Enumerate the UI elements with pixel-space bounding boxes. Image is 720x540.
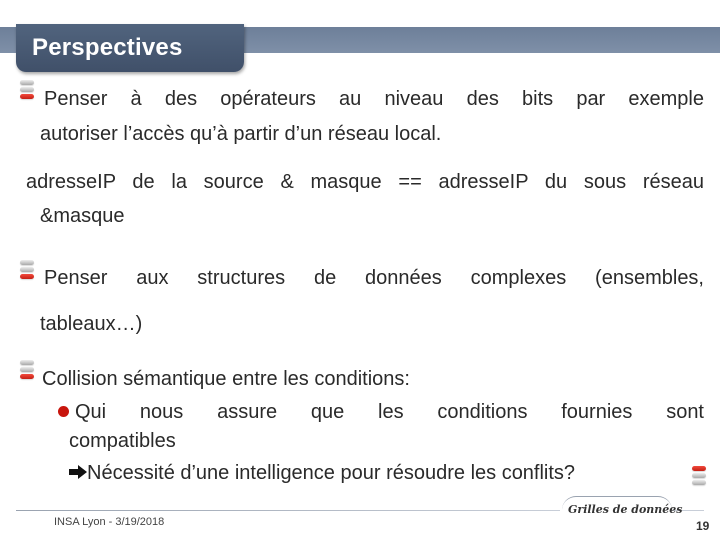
stacked-bar-bullet-icon	[20, 360, 34, 388]
bullet-3-line-2: tableaux…)	[40, 313, 143, 335]
sub-bullet-line-2: compatibles	[69, 430, 176, 452]
footer-logo: Grilles de données	[568, 503, 683, 516]
bullet-2-line-2: &masque	[40, 205, 125, 227]
footer-date: INSA Lyon - 3/19/2018	[54, 516, 165, 528]
bullet-1-line-1: Penser à des opérateurs au niveau des bits par exemple	[44, 88, 704, 110]
page-number: 19	[696, 519, 710, 533]
bullet-2-line-1: adresseIP de la source & masque == adresseIP du sous réseau	[26, 171, 704, 193]
footer-divider	[16, 510, 560, 511]
right-arrow-icon	[68, 464, 88, 480]
arrow-line-text: Nécessité d’une intelligence pour résoudre les conflits?	[87, 462, 576, 484]
bullet-3-line-1: Penser aux structures de données complexes (ensembles,	[44, 267, 704, 289]
stacked-bar-bullet-icon	[20, 80, 34, 108]
sub-bullet-line-1: Qui nous assure que les conditions fournies sont	[75, 401, 704, 423]
bullet-4-line-1: Collision sémantique entre les conditions:	[42, 368, 410, 390]
slide-title: Perspectives	[32, 34, 183, 61]
red-dot-icon	[58, 406, 69, 417]
stacked-bar-bullet-icon	[20, 260, 34, 288]
stacked-bar-bullet-icon	[692, 466, 706, 494]
bullet-1-line-2: autoriser l’accès qu’à partir d’un réseau local.	[40, 123, 442, 145]
